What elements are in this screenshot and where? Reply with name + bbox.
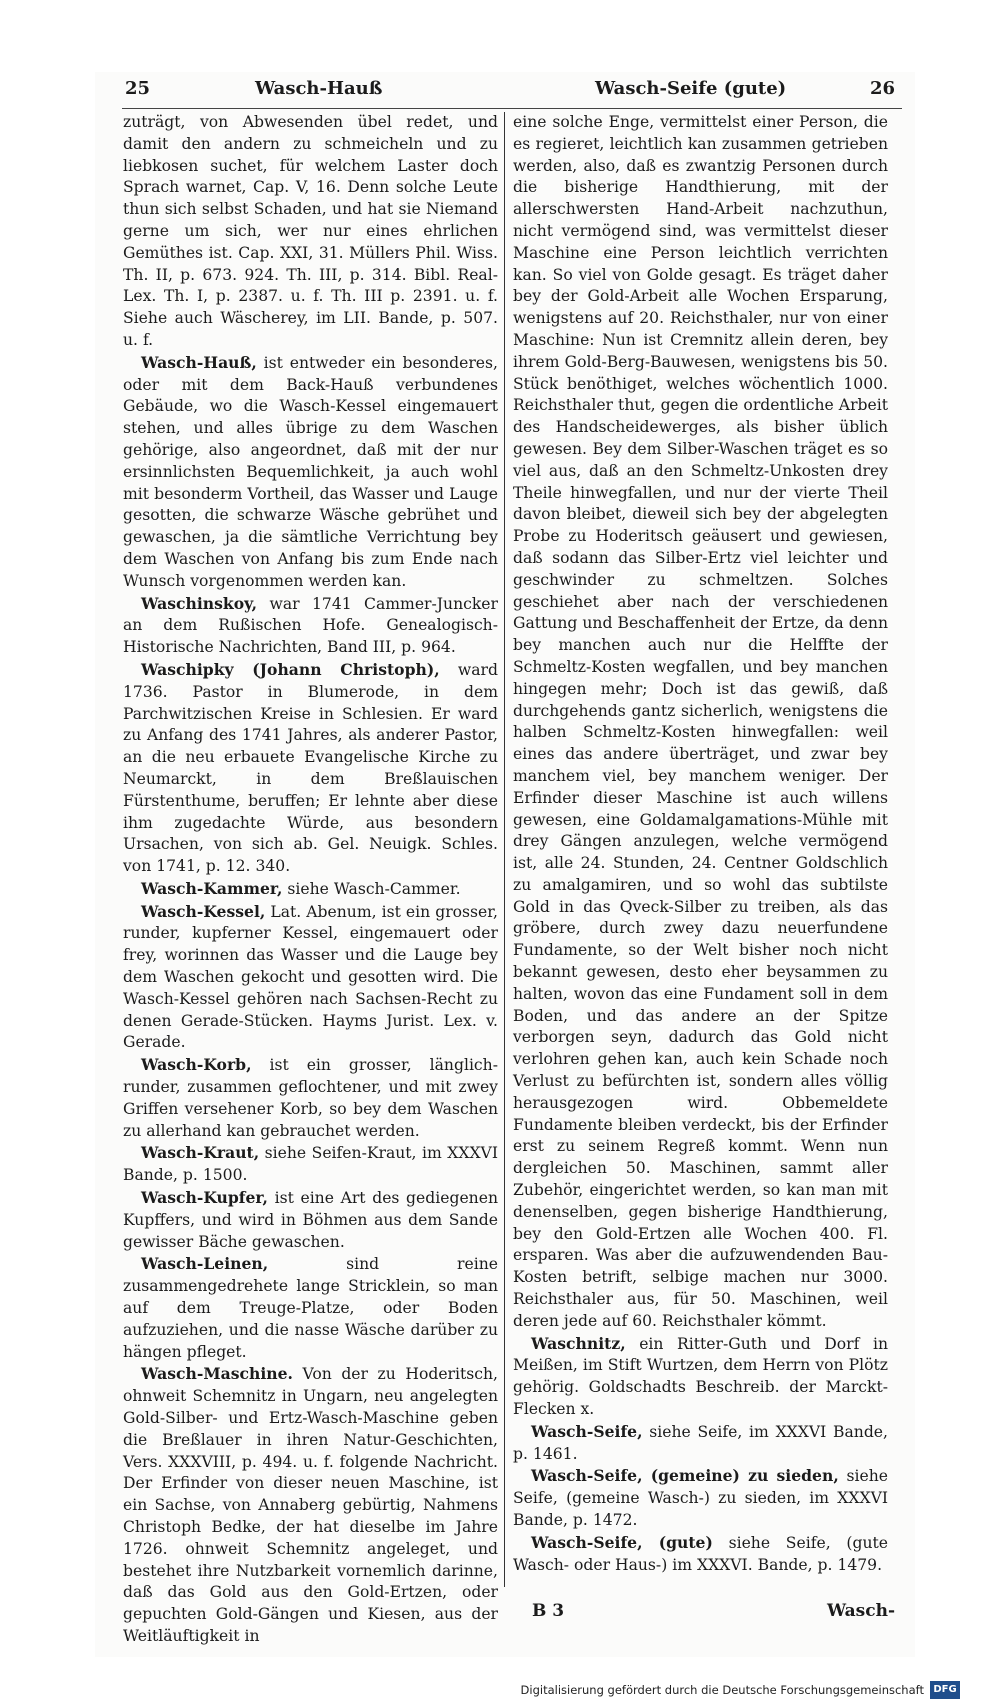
- entry-continuation: zuträgt, von Abwesenden übel redet, und damit den andern zu schmeicheln und zu liebkosen suchet, für welchem Laster doch Sprach warnet, Cap. V, 16. Denn solche Leute thun sich selbst Schaden, und hat sie Niemand gerne um sich, wer nur eines ehrlichen Gemüthes ist. Cap. XXI, 31. Müllers Phil. Wiss. Th. II, p. 673. 924. Th. III, p. 314. Bibl. Real-Lex. Th. I, p. 2387. u. f. Th. III p. 2391. u. f. Siehe auch Wäscherey, im LII. Bande, p. 507. u. f.: [123, 113, 498, 349]
- headword: Wasch-Kammer,: [141, 878, 283, 898]
- entry-wasch-kraut: [123, 1142, 498, 1187]
- entry-wasch-seife-gute: [513, 1532, 888, 1577]
- headword: Waschnitz,: [531, 1333, 626, 1353]
- catchword-right: Wasch-Seife (gute): [595, 78, 787, 99]
- entry-text: ward 1736. Pastor in Blumerode, in dem Parchwitzischen Kreise in Schlesien. Er ward zu Anfang des 1741 Jahres, als anderer Pastor, an die neu erbauete Evangelische Kirche zu Neumarckt, in dem Breßlauischen Fürstenthume, beruffen; Er lehnte aber diese ihm zugedachte Würde, aus besondern Ursachen, von sich ab. Gel. Neuigk. Schles. von 1741, p. 12. 340.: [123, 660, 498, 876]
- header-rule: [122, 108, 902, 109]
- entry-text: siehe Wasch-Cammer.: [287, 879, 461, 898]
- digitization-credit: [521, 1681, 960, 1699]
- signature-mark: B 3: [532, 1601, 565, 1621]
- headword: Wasch-Hauß,: [141, 352, 257, 372]
- entry-text: siehe Seife, (gemeine Wasch-) zu sieden, im XXXVI Bande, p. 1472.: [513, 1467, 888, 1529]
- entry-wasch-leinen: [123, 1253, 498, 1363]
- headword: Wasch-Leinen,: [141, 1254, 269, 1274]
- entry-wasch-seife-gemeine: [513, 1465, 888, 1531]
- entry-wasch-korb: [123, 1054, 498, 1142]
- entry-text: war 1741 Cammer-Juncker an dem Rußischen Hofe. Genealogisch-Historische Nachrichten, Band III, p. 964.: [123, 594, 498, 657]
- entry-wasch-kammer: [123, 878, 498, 901]
- dfg-logo-icon: DFG: [930, 1681, 960, 1699]
- entry-wasch-kupfer: [123, 1187, 498, 1253]
- headword: Wasch-Seife, (gemeine) zu sieden,: [531, 1466, 839, 1486]
- entry-wasch-seife: [513, 1421, 888, 1466]
- entry-text: siehe Seifen-Kraut, im XXXVI Bande, p. 1500.: [123, 1144, 498, 1185]
- headword: Wasch-Kraut,: [141, 1143, 260, 1163]
- footer-catchword: Wasch-: [827, 1601, 895, 1621]
- column-divider: [504, 112, 505, 1587]
- page-footer: [95, 1599, 915, 1627]
- headword: Wasch-Seife, (gute): [531, 1532, 713, 1552]
- headword: Wasch-Kupfer,: [141, 1188, 268, 1208]
- headword: Wasch-Korb,: [141, 1055, 252, 1075]
- entry-waschnitz: [513, 1333, 888, 1421]
- headword: Wasch-Seife,: [531, 1421, 643, 1441]
- entry-text: ist eine Art des gediegenen Kupffers, und wird in Böhmen aus dem Sande gewisser Bäche gewaschen.: [123, 1189, 498, 1251]
- headword: Wasch-Maschine.: [141, 1364, 293, 1384]
- headword: Waschinskoy,: [141, 593, 258, 613]
- entry-text: ist ein grosser, länglich-runder, zusammen geflochtener, und mit zwey Griffen versehener Korb, so bey dem Waschen zu allerhand kan gebrauchet werden.: [123, 1056, 498, 1140]
- entry-text: siehe Seife, (gute Wasch- oder Haus-) im XXXVI. Bande, p. 1479.: [513, 1533, 888, 1574]
- entry-wasch-haus: [123, 352, 498, 593]
- headword: Wasch-Kessel,: [141, 901, 266, 921]
- page-number-left: 25: [125, 78, 151, 99]
- book-page: [95, 72, 915, 1657]
- page-number-right: 26: [869, 78, 895, 99]
- entry-text: Lat. Abenum, ist ein grosser, runder, kupferner Kessel, eingemauert oder frey, worinnen das Wasser und die Lauge bey dem Waschen gekocht und gesotten wird. Die Wasch-Kessel gehören nach Sachsen-Recht zu denen Gerade-Stücken. Hayms Jurist. Lex. v. Gerade.: [123, 902, 498, 1052]
- entry-text: ein Ritter-Guth und Dorf in Meißen, im Stift Wurtzen, dem Herrn von Plötz gehörig. Goldschadts Beschreib. der Marckt-Flecken x.: [513, 1334, 888, 1419]
- entry-text: siehe Seife, im XXXVI Bande, p. 1461.: [513, 1422, 888, 1463]
- right-column: [513, 112, 888, 1592]
- entry-waschipky: [123, 659, 498, 878]
- entry-wasch-kessel: [123, 901, 498, 1055]
- left-column: [123, 112, 498, 1645]
- entry-text: ist entweder ein besonderes, oder mit dem Back-Hauß verbundenes Gebäude, wo die Wasch-Kessel eingemauert stehen, und alles übrige zu dem Waschen gehörige, also angeordnet, daß mit der nur ersinnlichsten Bequemlichkeit, ja auch wohl mit besonderm Vortheil, das Wasser und Lauge gesotten, die schwarze Wäsche gebrühet und gewaschen, ja die sämtliche Verrichtung bey dem Waschen von Anfang bis zum Ende nach Wunsch vorgenommen werden kan.: [123, 353, 498, 590]
- entry-text: Von der zu Hoderitsch, ohnweit Schemnitz in Ungarn, neu angelegten Gold-Silber- und Ertz-Wasch-Maschine geben die Breßlauer in ihren Natur-Geschichten, Vers. XXXVIII, p. 494. u. f. folgende Nachricht. Der Erfinder von dieser neuen Maschine, ist ein Sachse, von Annaberg gebürtig, Nahmens Christoph Bedke, der hat dieselbe im Jahre 1726. ohnweit Schemnitz angeleget, und bestehet ihre Nutzbarkeit vornemlich darinne, daß das Gold aus den Gold-Ertzen, oder gepuchten Gold-Gängen und Kiesen, aus der Weitläuftigkeit in: [123, 1365, 498, 1645]
- headword: Waschipky (Johann Christoph),: [141, 659, 440, 679]
- entry-text: sind reine zusammengedrehete lange Stricklein, so man auf dem Treuge-Platze, oder Boden aufzuziehen, und die nasse Wäsche darüber zu hängen pfleget.: [123, 1255, 498, 1361]
- catchword-left: Wasch-Hauß: [255, 78, 383, 99]
- running-header: [95, 72, 915, 108]
- credit-text: Digitalisierung gefördert durch die Deutsche Forschungsgemeinschaft: [520, 1683, 924, 1697]
- entry-continuation: eine solche Enge, vermittelst einer Person, die es regieret, leichtlich kan zusammen getrieben werden, also, daß es zwantzig Personen durch die bisherige Handthierung, mit der allerschwersten Hand-Arbeit nachzuthun, nicht vermögend sind, was vermittelst dieser Maschine eine Person leichtlich verrichten kan. So viel von Golde gesagt. Es träget daher bey der Gold-Arbeit alle Wochen Ersparung, wenigstens auf 20. Reichsthaler, nur von einer Maschine: Nun ist Cremnitz allein deren, bey ihrem Gold-Berg-Bauwesen, wenigstens bis 50. Stück benöthiget, welches wöchentlich 1000. Reichsthaler thut, gegen die ordentliche Arbeit des Handscheidewerges, als bisher üblich gewesen. Bey dem Silber-Waschen träget es so viel aus, daß an den Schmeltz-Unkosten drey Theile hinwegfallen, und nur der vierte Theil davon bleibet, dieweil sich bey der abgelegten Probe zu Hoderitsch geäusert und gewiesen, daß sodann das Silber-Ertz viel leichter und geschwinder zu schmeltzen. Solches geschiehet aber nach der verschiedenen Gattung und Beschaffenheit der Ertze, da denn bey manchen auch nur die Helffte der Schmeltz-Kosten wegfallen, und bey manchen hingegen mehr; Doch ist das gewiß, daß durchgehends gantz sicherlich, wenigstens die halben Schmeltz-Kosten hinwegfallen: weil eines das andere überträget, und zwar bey manchem viel, bey manchem weniger. Der Erfinder dieser Maschine ist auch willens gewesen, eine Goldamalgamations-Mühle mit drey Gängen anzulegen, welche vermögend ist, alle 24. Stunden, 24. Centner Goldschlich zu amalgamiren, und so wohl das subtilste Gold in das Qveck-Silber zu treiben, als das gröbere, durch zwey dazu neuerfundene Fundamente, so der Welt bisher noch nicht bekannt gewesen, desto eher beysammen zu halten, wovon das eine Fundament soll in dem Boden, und das andere an der Spitze verborgen seyn, dadurch das Gold nicht verlohren gehen kan, auch kein Schade noch Verlust zu befürchten ist, sondern alles völlig herausgezogen wird. Obbemeldete Fundamente bleiben verdeckt, bis der Erfinder erst zu seinem Regreß kommt. Wenn nun dergleichen 50. Maschinen, sammt aller Zubehör, eingerichtet werden, so kan man mit denenselben, gegen bisherige Handthierung, bey den Gold-Ertzen alle Wochen 400. Fl. ersparen. Was aber die aufzuwendenden Bau-Kosten betrift, selbige machen nur 3000. Reichsthaler aus, für 50. Maschinen, weil deren jede auf 60. Reichsthaler kömmt.: [513, 113, 888, 1330]
- entry-waschinskoy: [123, 593, 498, 659]
